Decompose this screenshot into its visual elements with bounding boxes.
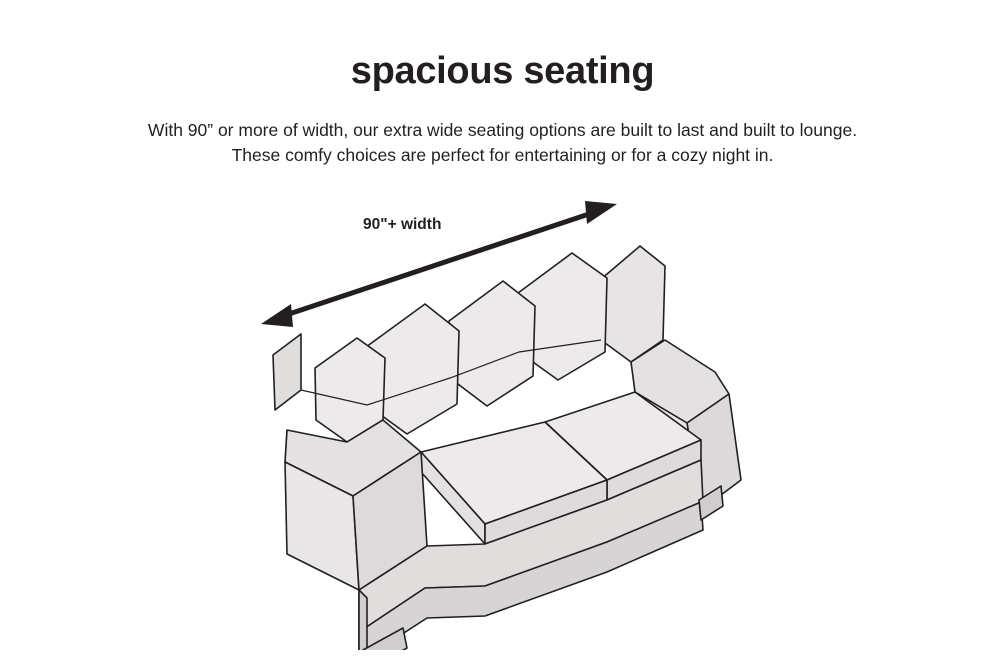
dimension-label: 90"+ width [363, 216, 442, 233]
sofa-illustration [235, 180, 795, 650]
description-line-1: With 90” or more of width, our extra wide seating options are built to last and built to lounge. [147, 120, 858, 140]
description-line-2: These comfy choices are perfect for entertaining or for a cozy night in. [231, 145, 774, 166]
description-text [50, 118, 955, 169]
page-title: spacious seating [350, 50, 655, 92]
sofa-body [273, 246, 741, 650]
sofa-diagram-svg [235, 180, 795, 650]
